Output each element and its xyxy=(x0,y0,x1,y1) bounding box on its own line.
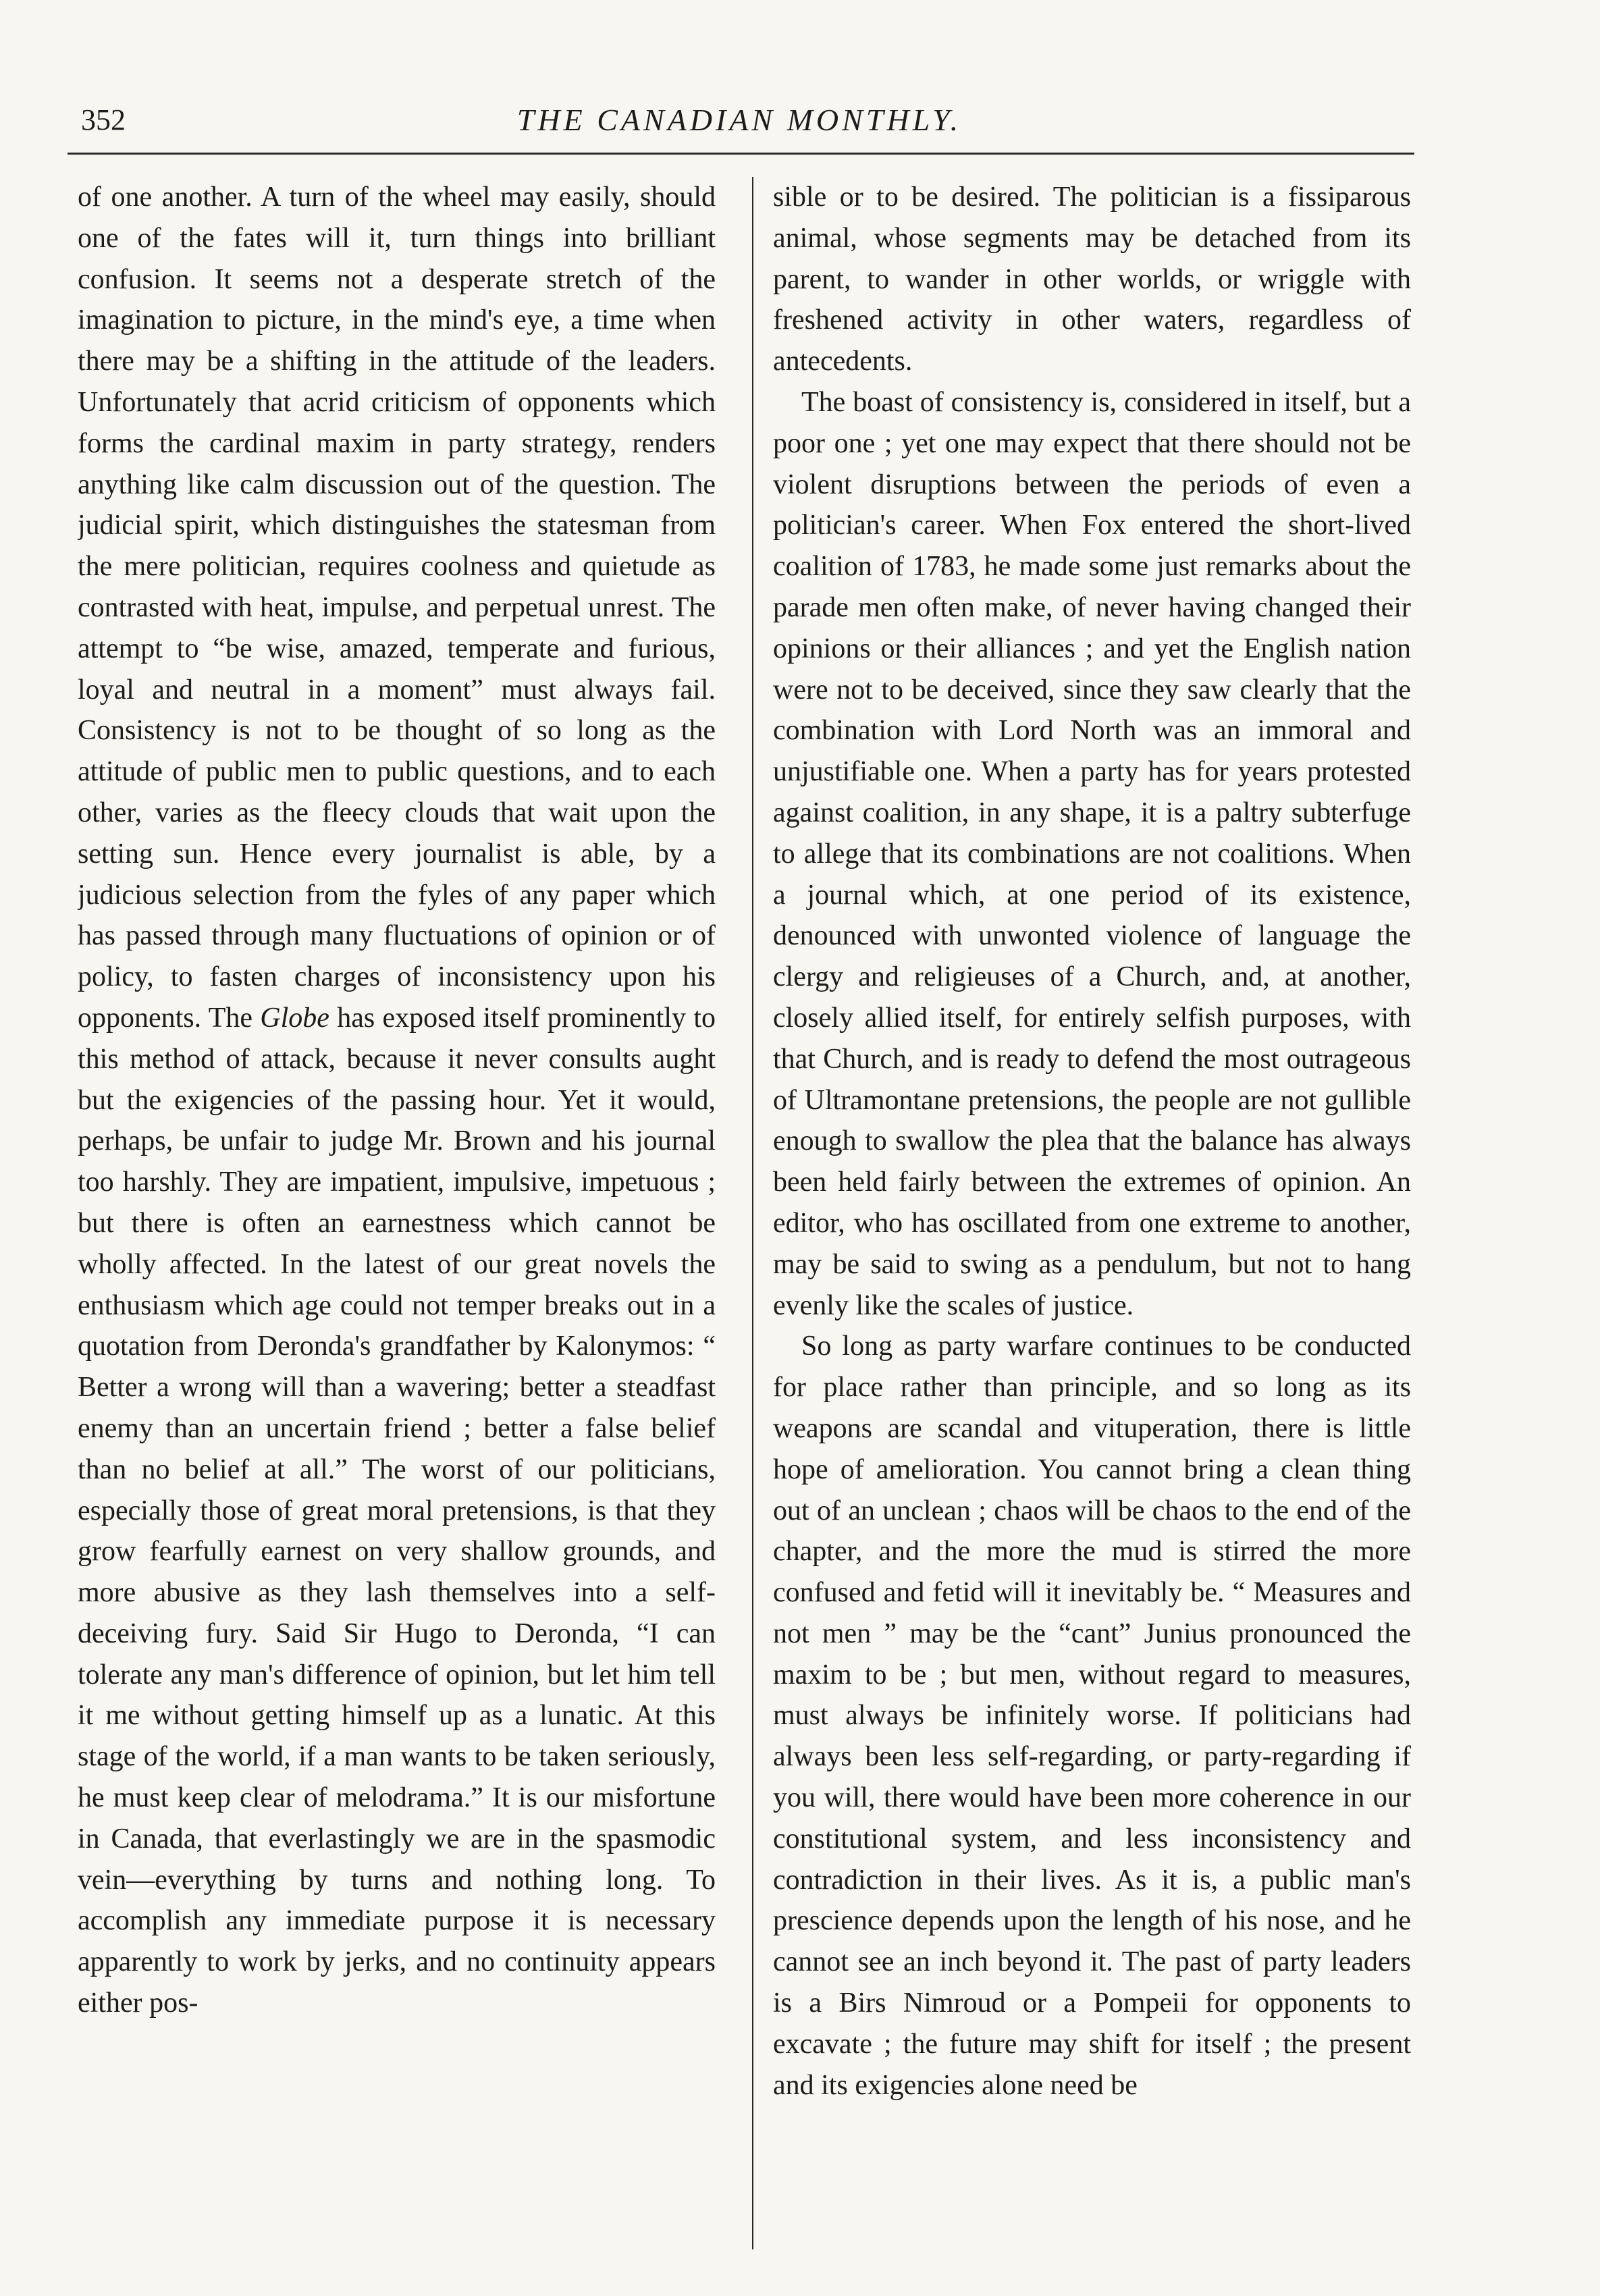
left-paragraph-1 xyxy=(78,177,716,2024)
page-number: 352 xyxy=(81,103,126,136)
left-paragraph-1-part-2: has exposed itself prominently to this method of attack, because it never consults aught but the exigencies of the passing hour. Yet it would, perhaps, be unfair to judge Mr. Brown and his journal too harshly. They are impatient, impulsive, impetuous ; but there is often an earnestness which cannot be wholly affected. In the latest of our great novels the enthusiasm which age could not temper breaks out in a quotation from Deronda's grandfather by Kalonymos: “ Better a wrong will than a wavering; better a steadfast enemy than an uncertain friend ; better a false belief than no belief at all.” The worst of our politicians, especially those of great moral pretensions, is that they grow fearfully earnest on very shallow grounds, and more abusive as they lash themselves into a self-deceiving fury. Said Sir Hugo to Deronda, “I can tolerate any man's difference of opinion, but let him tell it me without getting himself up as a lunatic. At this stage of the world, if a man wants to be taken seriously, he must keep clear of melodrama.” It is our misfortune in Canada, that everlastingly we are in the spasmodic vein—everything by turns and nothing long. To accomplish any immediate purpose it is necessary apparently to work by jerks, and no continuity appears either pos- xyxy=(78,1002,716,2019)
running-title: THE CANADIAN MONTHLY. xyxy=(516,103,962,137)
right-paragraph-2: The boast of consistency is, considered in itself, but a poor one ; yet one may expect that there should not be violent disruptions between the periods of even a politician's career. When Fox entered the short-lived coalition of 1783, he made some just remarks about the parade men often make, of never having changed their opinions or their alliances ; and yet the English nation were not to be deceived, since they saw clearly that the combination with Lord North was an immoral and unjustifiable one. When a party has for years protested against coalition, in any shape, it is a paltry subterfuge to allege that its combinations are not coalitions. When a journal which, at one period of its existence, denounced with unwonted violence of language the clergy and religieuses of a Church, and, at another, closely allied itself, for entirely selfish purposes, with that Church, and is ready to defend the most outrageous of Ultramontane pretensions, the people are not gullible enough to swallow the plea that the balance has always been held fairly between the extremes of opinion. An editor, who has oscillated from one extreme to another, may be said to swing as a pendulum, but not to hang evenly like the scales of justice. xyxy=(773,386,1411,1321)
right-paragraph-1: sible or to be desired. The politician is a fissiparous animal, whose segments may be detached from its parent, to wander in other worlds, or wriggle with freshened activity in other waters, regardless of antecedents. xyxy=(773,182,1411,377)
column-divider xyxy=(752,177,753,2249)
header-rule xyxy=(68,153,1414,155)
left-column xyxy=(78,177,716,2249)
right-column xyxy=(773,177,1411,2249)
newspaper-name: Globe xyxy=(260,1002,329,1034)
left-paragraph-1-part-1: of one another. A turn of the wheel may easily, should one of the fates will it, turn things into brilliant confusion. It seems not a desperate stretch of the imagination to picture, in the mind's eye, a time when there may be a shifting in the attitude of the leaders. Unfortunately that acrid criticism of opponents which forms the cardinal maxim in party strategy, renders anything like calm discussion out of the question. The judicial spirit, which distinguishes the statesman from the mere politician, requires coolness and quietude as contrasted with heat, impulse, and perpetual unrest. The attempt to “be wise, amazed, temperate and furious, loyal and neutral in a moment” must always fail. Consistency is not to be thought of so long as the attitude of public men to public questions, and to each other, varies as the fleecy clouds that wait upon the setting sun. Hence every journalist is able, by a judicious selection from the fyles of any paper which has passed through many fluctuations of opinion or of policy, to fasten charges of inconsistency upon his opponents. The xyxy=(78,182,716,1034)
page-header xyxy=(68,93,1411,154)
right-paragraph-3: So long as party warfare continues to be conducted for place rather than principle, and so long as its weapons are scandal and vituperation, there is little hope of amelioration. You cannot bring a clean thing out of an unclean ; chaos will be chaos to the end of the chapter, and the more the mud is stirred the more confused and fetid will it inevitably be. “ Measures and not men ” may be the “cant” Junius pronounced the maxim to be ; but men, without regard to measures, must always be infinitely worse. If politicians had always been less self-regarding, or party-regarding if you will, there would have been more coherence in our constitutional system, and less inconsistency and contradiction in their lives. As it is, a public man's prescience depends upon the length of his nose, and he cannot see an inch beyond it. The past of party leaders is a Birs Nimroud or a Pompeii for opponents to excavate ; the future may shift for itself ; the present and its exigencies alone need be xyxy=(773,1331,1411,2101)
